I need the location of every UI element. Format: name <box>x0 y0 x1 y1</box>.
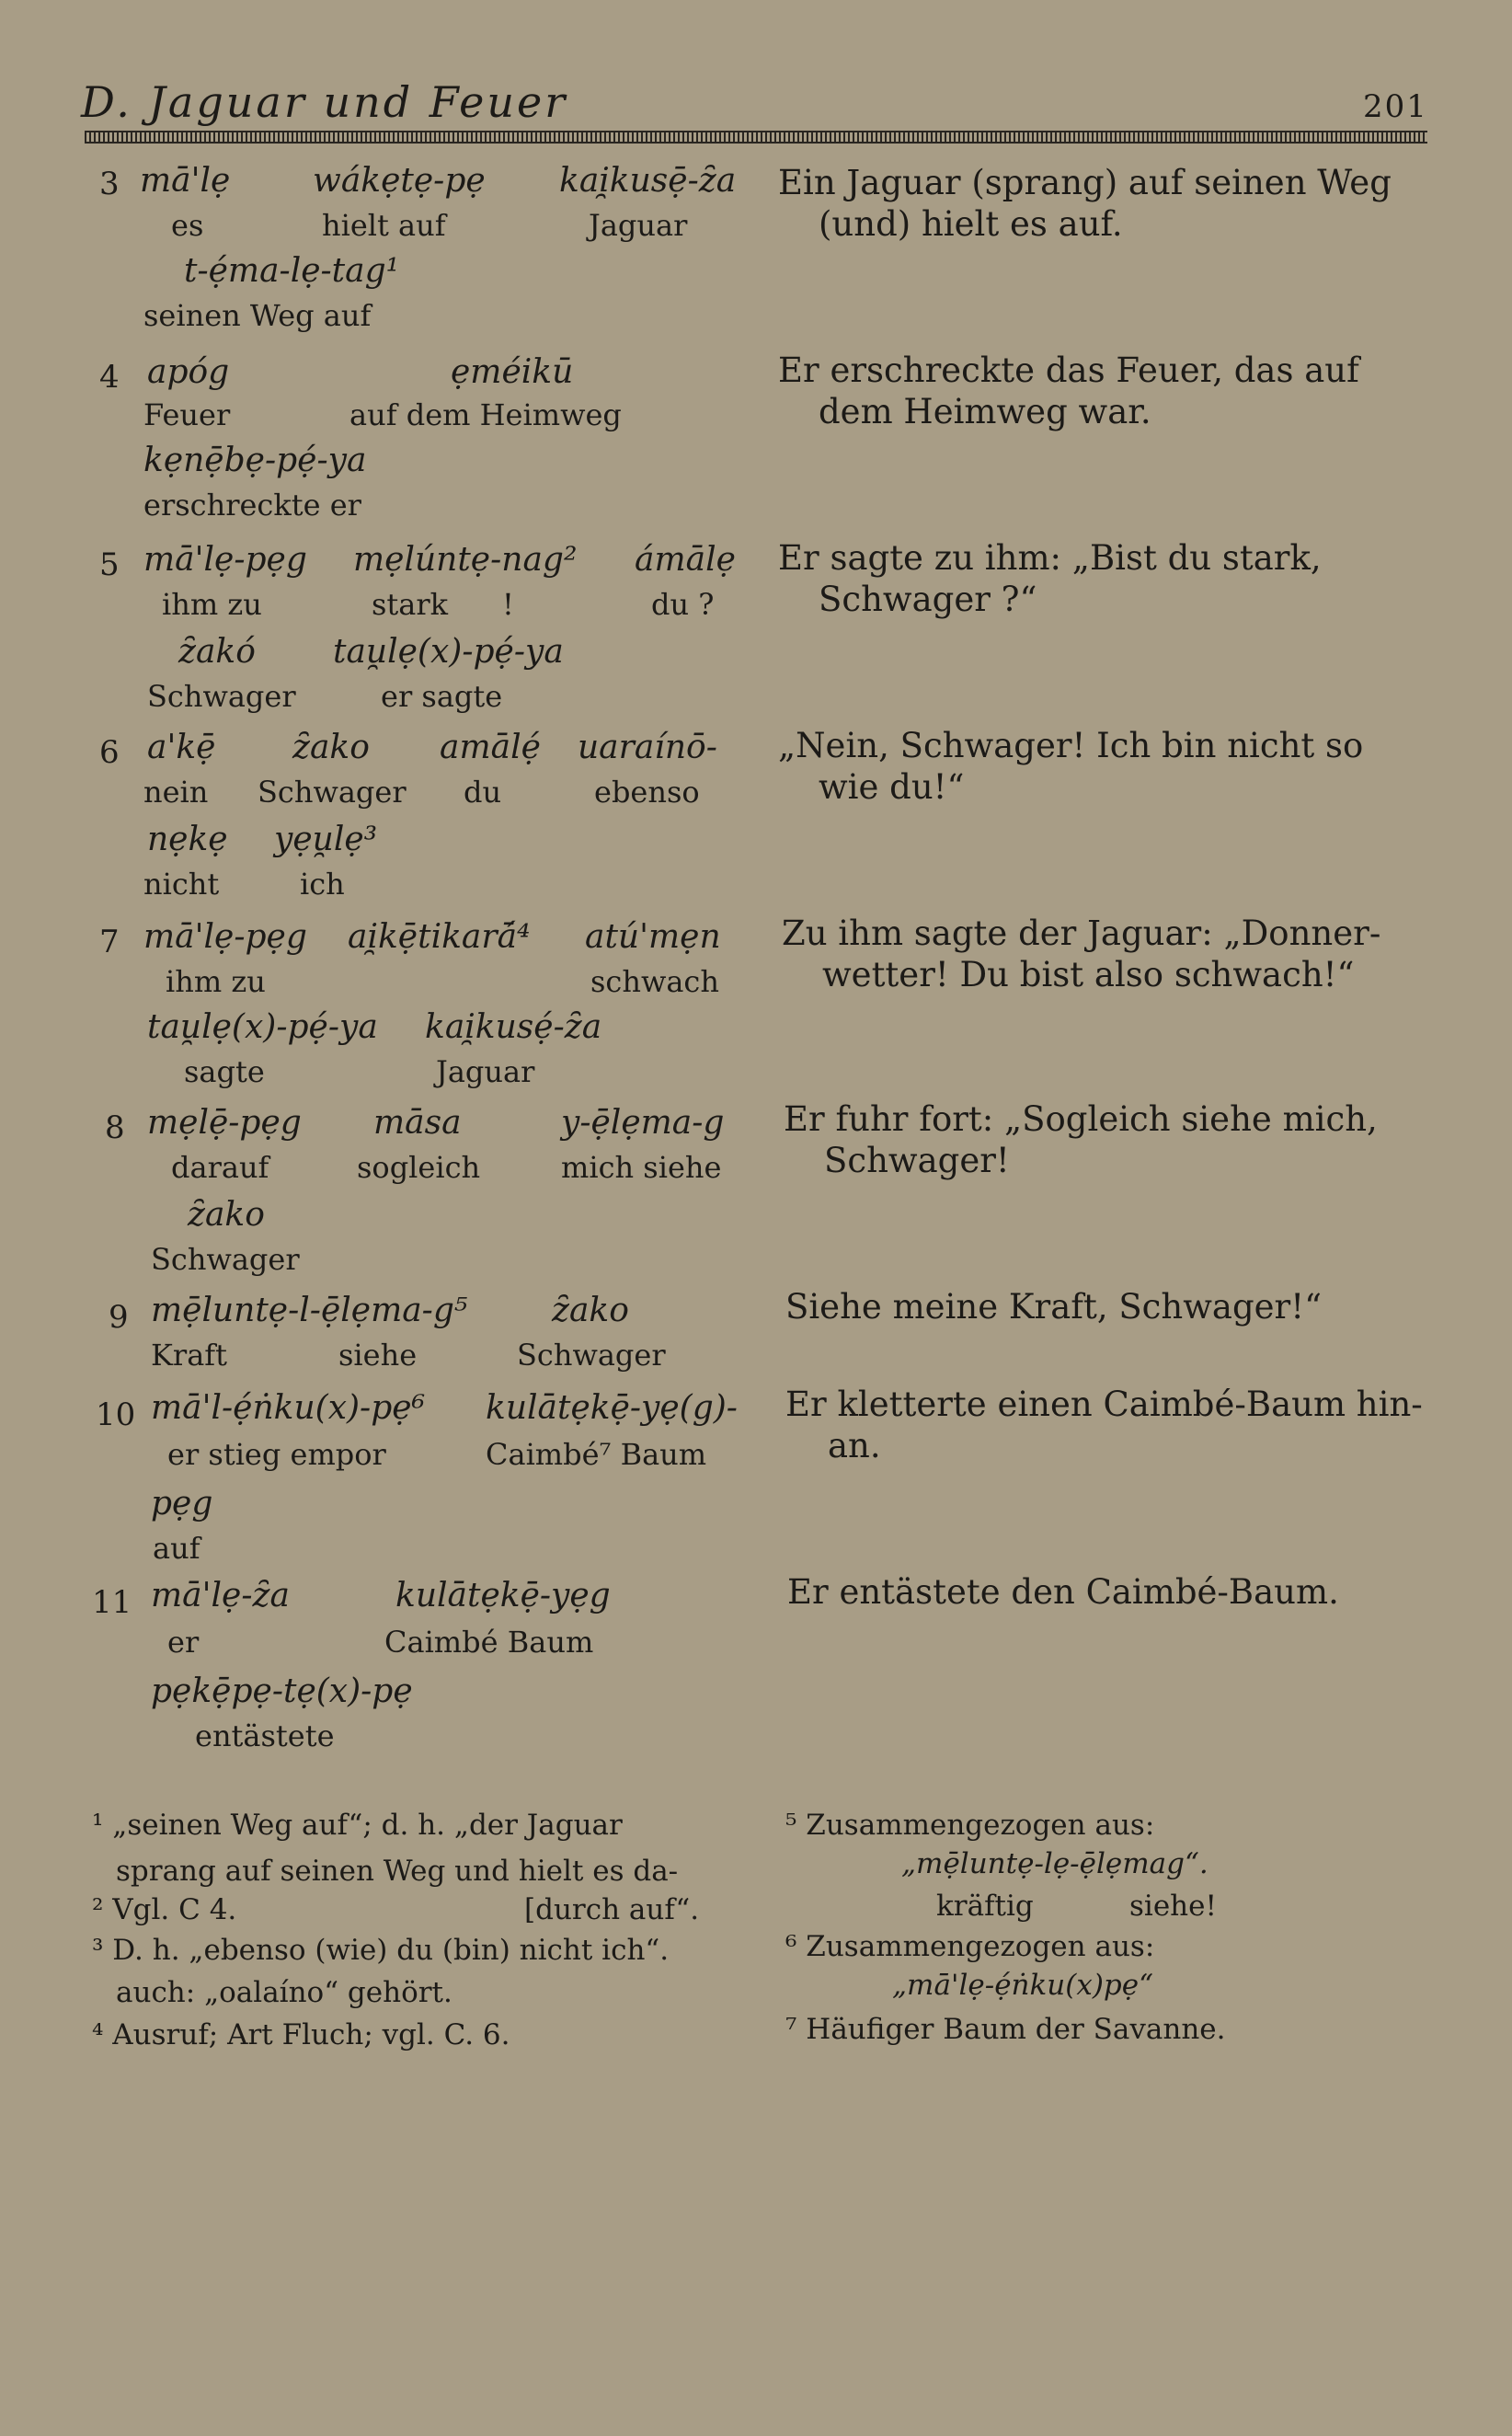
translation-line: Zu ihm sagte der Jaguar: „Donner- <box>782 914 1381 953</box>
footnote-5-gloss: siehe! <box>1129 1890 1217 1923</box>
translation-line: Er erschreckte das Feuer, das auf <box>778 350 1359 390</box>
original-word: mẹlẹ̄-pẹg <box>147 1104 302 1142</box>
gloss-word: Jaguar <box>589 208 688 243</box>
translation-line: (und) hielt es auf. <box>819 204 1123 244</box>
original-word: mẹ̄luntẹ-l-ẹ̄lẹma-g⁵ <box>151 1292 468 1329</box>
gloss-word: schwach <box>590 964 719 999</box>
footnote-7: ⁷ Häufiger Baum der Savanne. <box>785 2013 1226 2046</box>
gloss-word: Schwager <box>517 1338 666 1373</box>
original-word: mā'lẹ-pẹg <box>143 541 307 579</box>
original-word: z̑ako <box>188 1196 265 1234</box>
translation-line: Er fuhr fort: „Sogleich siehe mich, <box>784 1099 1378 1139</box>
original-word: z̑ako <box>292 729 370 766</box>
gloss-word: Kraft <box>151 1338 227 1373</box>
gloss-word: Schwager <box>147 679 296 714</box>
gloss-word: ihm zu <box>166 964 266 999</box>
translation <box>787 1571 1442 1613</box>
line-number: 6 <box>99 734 120 771</box>
line-number: 5 <box>99 546 120 583</box>
original-word: kai̯kusẹ́-z̑a <box>425 1008 602 1046</box>
original-word: t-ẹ́ma-lẹ-tag¹ <box>184 252 400 290</box>
original-word: z̑akó <box>178 633 256 671</box>
footnote-1: ¹ „seinen Weg auf“; d. h. „der Jaguar <box>92 1809 623 1842</box>
gloss-word: sogleich <box>357 1150 481 1185</box>
original-word: tau̯lẹ(x)-pẹ́-ya <box>147 1008 378 1046</box>
gloss-word: auf dem Heimweg <box>349 397 622 432</box>
footnote-6: ⁶ Zusammengezogen aus: <box>785 1930 1155 1963</box>
gloss-word: ihm zu <box>162 587 262 622</box>
gloss-word: sagte <box>184 1054 265 1089</box>
original-word: a'kẹ̄ <box>147 729 216 766</box>
original-word: ẹméikū <box>451 353 574 391</box>
original-word: apóg <box>147 353 230 391</box>
original-word: pẹkẹ̄pẹ-tẹ(x)-pẹ <box>151 1672 413 1710</box>
original-word: wákẹtẹ-pẹ <box>313 162 486 200</box>
gloss-word: nein <box>143 775 209 810</box>
original-word: ai̯kẹ̄tikarā́⁴ <box>348 918 531 956</box>
original-word: mā'l-ẹ́ṅku(x)-pẹ⁶ <box>151 1389 426 1427</box>
translation-line: Schwager ?“ <box>819 580 1037 619</box>
original-word: nẹkẹ <box>147 821 228 858</box>
original-word: z̑ako <box>552 1292 629 1329</box>
gloss-word: hielt auf <box>322 208 446 243</box>
original-word: mā'lẹ <box>140 162 231 200</box>
translation <box>778 537 1433 620</box>
gloss-word: es <box>171 208 204 243</box>
gloss-word: Jaguar <box>436 1054 535 1089</box>
translation-line: Er sagte zu ihm: „Bist du stark, <box>778 538 1322 578</box>
footnote-5-form: „mẹ̄luntẹ-lẹ-ẹ̄lẹmag“. <box>901 1847 1208 1880</box>
translation-line: Schwager! <box>824 1141 1010 1180</box>
line-number: 4 <box>99 359 120 396</box>
gloss-word: darauf <box>171 1150 269 1185</box>
original-word: mẹlúntẹ-nag² <box>353 541 578 579</box>
footnote-1-cont: sprang auf seinen Weg und hielt es da- <box>116 1855 679 1888</box>
translation-line: Siehe meine Kraft, Schwager!“ <box>785 1287 1323 1327</box>
footnote-4: ⁴ Ausruf; Art Fluch; vgl. C. 6. <box>92 2018 510 2051</box>
gloss-word: er sagte <box>381 679 503 714</box>
translation <box>778 350 1433 432</box>
line-number: 11 <box>92 1584 132 1621</box>
footnote-5-gloss: kräftig <box>936 1890 1034 1923</box>
translation-line: „Nein, Schwager! Ich bin nicht so <box>778 726 1364 765</box>
gloss-word: ebenso <box>594 775 700 810</box>
gloss-word: mich siehe <box>561 1150 722 1185</box>
original-word: kulātẹkẹ̄-yẹ(g)- <box>486 1389 738 1427</box>
footnote-3-cont: auch: „oalaíno“ gehört. <box>116 1976 452 2009</box>
line-number: 8 <box>105 1109 125 1146</box>
original-word: kẹnẹ̄bẹ-pẹ́-ya <box>143 442 367 479</box>
translation-line: Er kletterte einen Caimbé-Baum hin- <box>785 1385 1423 1424</box>
line-number: 3 <box>99 166 120 202</box>
translation <box>785 1384 1440 1466</box>
gloss-word: du ? <box>651 587 715 622</box>
footnote-6-form: „mā'lẹ-ẹ́ṅku(x)pẹ“ <box>892 1969 1153 2002</box>
translation <box>778 725 1433 808</box>
gloss-word: er <box>167 1625 200 1660</box>
footnote-2: ² Vgl. C 4. <box>92 1893 237 1926</box>
gloss-word: Schwager <box>258 775 407 810</box>
gloss-word: Caimbé⁷ Baum <box>486 1437 707 1472</box>
original-word: yẹu̯lẹ³ <box>274 821 378 858</box>
original-word: kulātẹkẹ̄-yẹg <box>395 1577 611 1614</box>
original-word: amālẹ́ <box>440 729 541 766</box>
translation <box>784 1098 1438 1181</box>
gloss-word: erschreckte er <box>143 488 361 523</box>
header-rule <box>85 131 1427 144</box>
footnote-5: ⁵ Zusammengezogen aus: <box>785 1809 1155 1842</box>
gloss-word: auf <box>153 1531 200 1566</box>
line-number: 10 <box>96 1396 136 1433</box>
gloss-word: Caimbé Baum <box>384 1625 594 1660</box>
original-word: atú'mẹn <box>585 918 721 956</box>
gloss-word: ich <box>300 867 345 902</box>
footnote-3: ³ D. h. „ebenso (wie) du (bin) nicht ich“. <box>92 1934 670 1967</box>
translation-line: Er entästete den Caimbé-Baum. <box>787 1572 1339 1612</box>
footnote-1-end: [durch auf“. <box>524 1893 700 1926</box>
translation-line: wetter! Du bist also schwach!“ <box>822 955 1355 994</box>
original-word: y-ẹ̄lẹma-g <box>561 1104 725 1142</box>
original-word: mā'lẹ-pẹg <box>143 918 307 956</box>
original-word: tau̯lẹ(x)-pẹ́-ya <box>333 633 564 671</box>
original-word: pẹg <box>151 1485 213 1522</box>
original-word: kai̯kusẹ̄-z̑a <box>559 162 737 200</box>
gloss-word: du <box>464 775 502 810</box>
page-number: 201 <box>1363 88 1428 125</box>
translation <box>785 1286 1440 1327</box>
translation <box>782 913 1437 995</box>
gloss-word: seinen Weg auf <box>143 298 372 333</box>
gloss-word: entästete <box>195 1718 335 1753</box>
translation-line: wie du!“ <box>819 767 965 807</box>
gloss-word: Feuer <box>143 397 231 432</box>
line-number: 9 <box>109 1299 129 1336</box>
original-word: māsa <box>373 1104 462 1142</box>
gloss-word: ! <box>502 587 514 622</box>
gloss-word: er stieg empor <box>167 1437 386 1472</box>
gloss-word: stark <box>372 587 449 622</box>
line-number: 7 <box>99 924 120 960</box>
original-word: uaraínō- <box>578 729 717 766</box>
translation-line: Ein Jaguar (sprang) auf seinen Weg <box>778 163 1392 202</box>
running-title: D. Jaguar und Feuer <box>81 77 568 127</box>
gloss-word: Schwager <box>151 1242 300 1277</box>
translation <box>778 162 1433 245</box>
gloss-word: nicht <box>143 867 220 902</box>
original-word: ámālẹ <box>635 541 736 579</box>
translation-line: dem Heimweg war. <box>819 392 1151 431</box>
original-word: mā'lẹ-z̑a <box>151 1577 290 1614</box>
gloss-word: siehe <box>338 1338 418 1373</box>
translation-line: an. <box>828 1426 881 1465</box>
